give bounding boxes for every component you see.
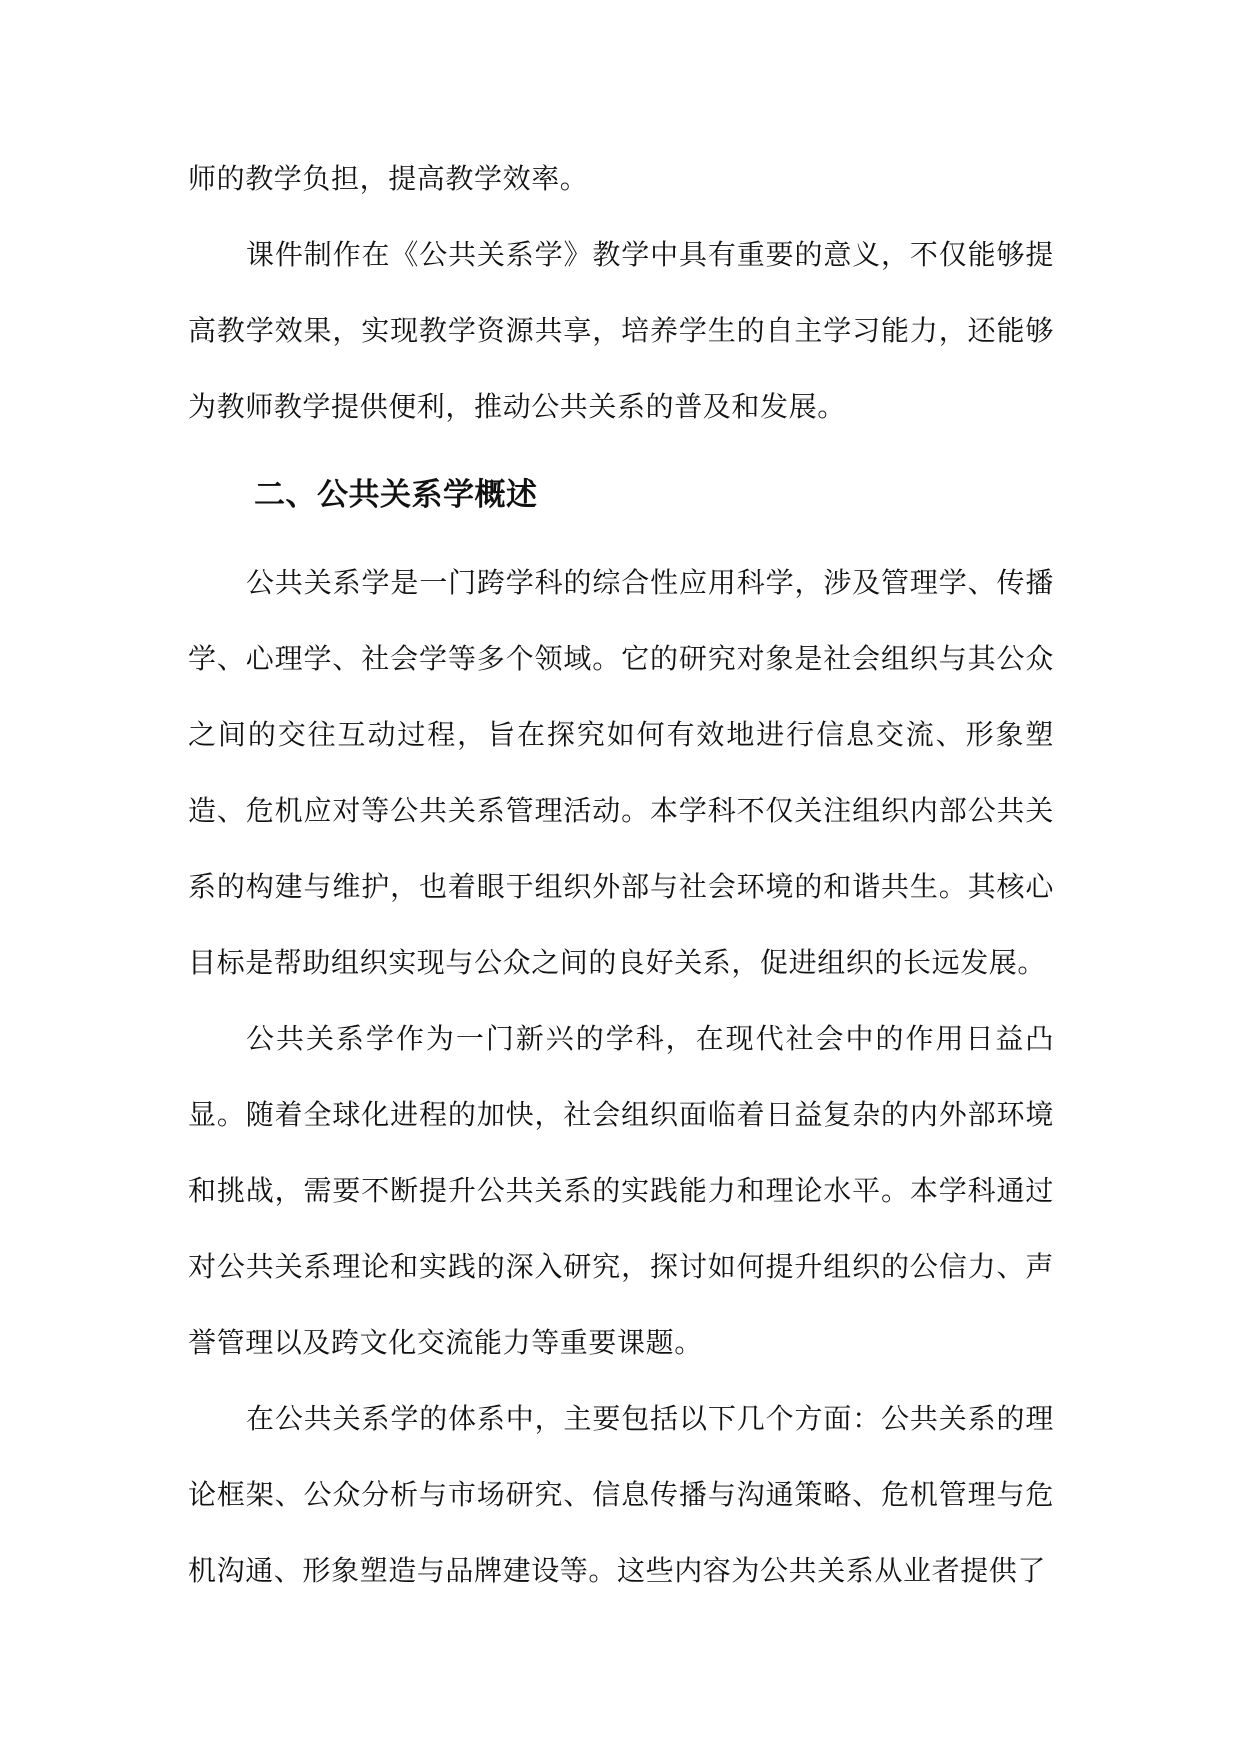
continuation-paragraph: 师的教学负担，提高教学效率。 bbox=[188, 162, 589, 195]
section-heading: 二、公共关系学概述 bbox=[254, 477, 538, 513]
body-paragraph: 公共关系学是一门跨学科的综合性应用科学，涉及管理学、传播学、心理学、社会学等多个领域。它的研究对象是社会组织与其公众之间的交往互动过程，旨在探究如何有效地进行信息交流、形象塑造、危机应对等公共关系管理活动。本学科不仅关注组织内部公共关系的构建与维护，也着眼于组织外部与社会环境的和谐共生。其核心目标是帮助组织实现与公众之间的良好关系，促进组织的长远发展。 bbox=[188, 566, 1054, 979]
body-paragraph: 在公共关系学的体系中，主要包括以下几个方面：公共关系的理论框架、公众分析与市场研究、信息传播与沟通策略、危机管理与危机沟通、形象塑造与品牌建设等。这些内容为公共关系从业者提供了 bbox=[188, 1402, 1054, 1587]
body-paragraph: 公共关系学作为一门新兴的学科，在现代社会中的作用日益凸显。随着全球化进程的加快，社会组织面临着日益复杂的内外部环境和挑战，需要不断提升公共关系的实践能力和理论水平。本学科通过对公共关系理论和实践的深入研究，探讨如何提升组织的公信力、声誉管理以及跨文化交流能力等重要课题。 bbox=[188, 1022, 1054, 1359]
intro-paragraph: 课件制作在《公共关系学》教学中具有重要的意义，不仅能够提高教学效果，实现教学资源共享，培养学生的自主学习能力，还能够为教师教学提供便利，推动公共关系的普及和发展。 bbox=[188, 238, 1054, 423]
document-body bbox=[188, 141, 1054, 1609]
